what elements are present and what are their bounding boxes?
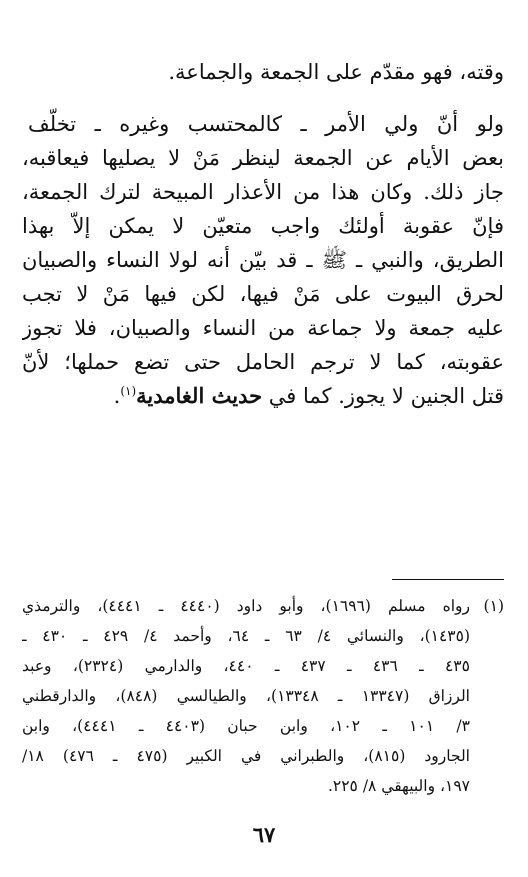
- text-line: وقته، فهو مقدّم على الجمعة والجماعة.: [168, 60, 504, 84]
- footnote-marker: (١): [483, 597, 504, 615]
- text-line: عقوبته، كما لا ترجم الحامل حتى تضع حملها؛ لأنّ: [22, 350, 504, 374]
- text-segment: قتل الجنين لا يجوز. كما في: [268, 384, 504, 408]
- text-line: بعض الأيام عن الجمعة لينظر مَنْ لا يصليها فيعاقبه،: [22, 146, 504, 170]
- footnote-line: الجارود (٨١٥)، والطبراني في الكبير (٤٧٥ ـ ٤٧٦) ١٨/: [22, 747, 470, 765]
- text-line: جاز ذلك. وكان هذا من الأعذار المبيحة لترك الجمعة،: [22, 180, 504, 204]
- text-line-last: [22, 379, 504, 413]
- text-line: عليه جمعة ولا جماعة من النساء والصبيان، فلا تجوز: [22, 316, 504, 340]
- text-line: فإنّ عقوبة أولئك واجب متعيّن لا يمكن إلاّ بهذا: [22, 214, 504, 238]
- text-line: لحرق البيوت على مَنْ فيها، لكن فيها مَنْ لا تجب: [22, 282, 504, 306]
- text-line: ولو أنّ ولي الأمر ـ كالمحتسب وغيره ـ تخلّف: [28, 112, 504, 136]
- footnote-line-last: ١٩٧، والبيهقي ٨/ ٢٢٥.: [327, 777, 470, 795]
- text-segment-end: .: [113, 384, 121, 408]
- hadith-title: حديث الغامدية: [136, 383, 263, 408]
- text-line: الطريق، والنبي ـ ﷺ ـ قد بيّن أنه لولا النساء والصبيان: [22, 248, 504, 272]
- footnote-separator: [392, 579, 504, 580]
- footnote-line: رواه مسلم (١٦٩٦)، وأبو داود (٤٤٤٠ ـ ٤٤٤١)، والترمذي: [22, 597, 470, 615]
- footnote-line: ٤٣٥ ـ ٤٣٦ ـ ٤٣٧ ـ ٤٤٠، والدارمي (٢٣٢٤)، وعبد: [22, 657, 470, 675]
- page-number: ٦٧: [252, 822, 276, 847]
- footnote-reference[interactable]: (١): [120, 384, 137, 398]
- footnote-line: الرزاق (١٣٣٤٧ ـ ١٣٣٤٨)، والطيالسي (٨٤٨)، والدارقطني: [22, 687, 470, 705]
- footnote-line: ٣/ ١٠١ ـ ١٠٢، وابن حبان (٤٤٠٣ ـ ٤٤٤١)، وابن: [22, 717, 470, 735]
- footnote-line: (١٤٣٥)، والنسائي ٤/ ٦٣ ـ ٦٤، وأحمد ٤/ ٤٢٩ ـ ٤٣٠ ـ: [22, 627, 470, 645]
